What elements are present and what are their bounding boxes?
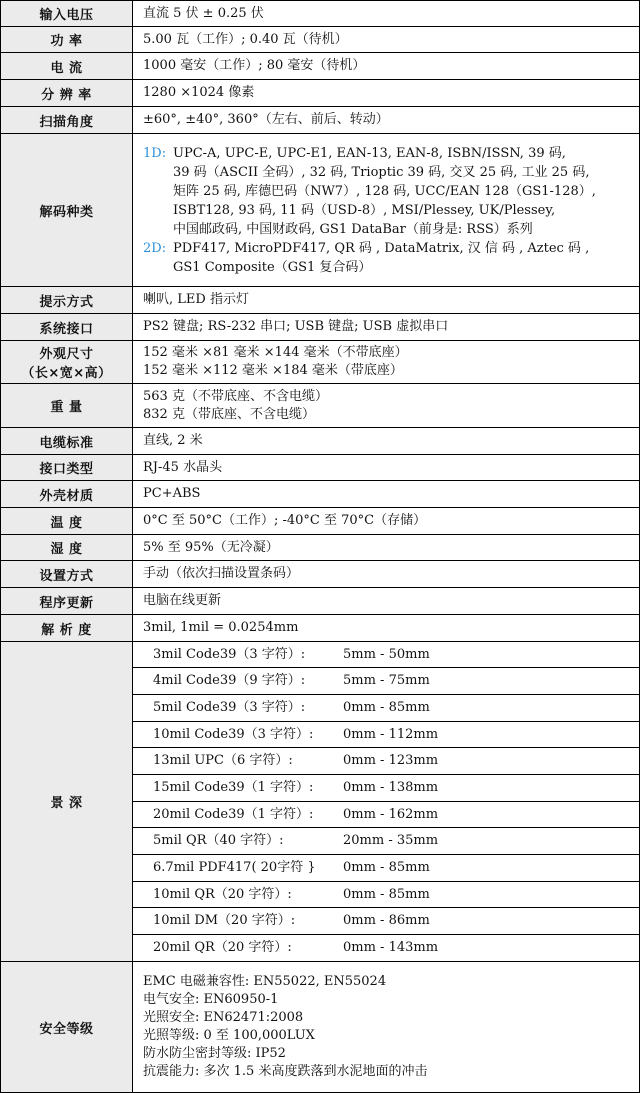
value-line: 1280 ×1024 像素 [143,85,255,100]
spec-row-weight [1,384,640,428]
dof-code: 6.7mil PDF417( 20字符 } [153,860,316,875]
row-label: 解码种类 [1,134,133,287]
value-line: RJ-45 水晶头 [143,459,223,475]
row-value [133,428,640,455]
dof-code: 20mil QR（20 字符）: [153,940,292,955]
row-value [133,1,640,27]
spec-row-cable [1,428,640,455]
dof-value [133,855,640,882]
spec-row-current [1,53,640,80]
dof-range: 0mm - 162mm [343,806,439,822]
dof-code: 20mil Code39（1 字符）: [153,806,314,822]
spec-row-humidity [1,535,640,561]
row-value [133,455,640,481]
row-value [133,287,640,314]
dof-range: 0mm - 143mm [343,940,439,955]
row-label: 外壳材质 [1,481,133,508]
value-line: 0°C 至 50°C（工作）; -40°C 至 70°C（存储） [143,513,427,528]
row-value [133,53,640,80]
dof-range: 20mm - 35mm [343,833,439,848]
row-label: 温 度 [1,508,133,535]
spec-row-safety [1,962,640,1093]
decode-line: 矩阵 25 码, 库德巴码（NW7）, 128 码, UCC/EAN 128（GS1-128）, [173,184,596,199]
row-label: 提示方式 [1,287,133,314]
spec-table-body [1,1,640,1093]
decode-2d [143,239,633,277]
dof-range: 5mm - 75mm [343,673,430,688]
label-line: 外观尺寸 [39,347,94,362]
spec-row-connector [1,455,640,481]
decode-line: 39 码（ASCII 全码）, 32 码, Trioptic 39 码, 交叉 25 码, 工业 25 码, [173,165,590,180]
row-label: 接口类型 [1,455,133,481]
safety-line: EMC 电磁兼容性: EN55022, EN55024 [143,974,387,989]
value-line: 1000 毫安（工作）; 80 毫安（待机） [143,58,366,73]
decode-line: UPC-A, UPC-E, UPC-E1, EAN-13, EAN-8, ISBN/ISSN, 39 码, [173,146,566,161]
spec-row-indicator [1,287,640,314]
dof-range: 0mm - 86mm [343,913,430,928]
row-value [133,561,640,588]
decode-line: ISBT128, 93 码, 11 码（USD-8）, MSI/Plessey, UK/Plessey, [173,203,556,218]
value-line: 563 克（不带底座、不含电缆） [143,388,328,404]
decode-line: GS1 Composite（GS1 复合码） [173,260,372,275]
dof-code: 10mil DM（20 字符）: [153,913,296,928]
row-label: 功 率 [1,27,133,53]
dof-value [133,642,640,668]
decode-value [133,134,640,287]
value-line: 3mil, 1mil = 0.0254mm [143,620,299,635]
spec-row-power [1,27,640,53]
label-line: （长×宽×高） [21,366,112,381]
dof-row [1,642,640,668]
dof-value [133,748,640,775]
dof-code: 15mil Code39（1 字符）: [153,780,314,795]
dof-code: 10mil QR（20 字符）: [153,886,292,902]
value-line: 电脑在线更新 [143,593,222,608]
value-line: 直线, 2 米 [143,433,203,448]
row-value [133,80,640,107]
spec-row-scan-angle [1,107,640,134]
safety-value [133,962,640,1093]
safety-line: 光照安全: EN62471:2008 [143,1010,304,1025]
dof-range: 0mm - 85mm [343,860,430,875]
row-value [133,508,640,535]
spec-row-setup [1,561,640,588]
row-value [133,535,640,561]
value-line: 5.00 瓦（工作）; 0.40 瓦（待机） [143,31,348,47]
row-value [133,341,640,384]
row-label: 安全等级 [1,962,133,1093]
dof-range: 0mm - 138mm [343,780,439,795]
dof-code: 3mil Code39（3 字符）: [153,646,306,662]
value-line: 152 毫米 ×112 毫米 ×184 毫米（带底座） [143,363,403,378]
row-value [133,314,640,341]
dof-code: 13mil UPC（6 字符）: [153,753,293,768]
dof-value [133,722,640,748]
value-line: 832 克（带底座、不含电缆） [143,406,315,422]
decode-2d-text [173,239,633,277]
row-label: 输入电压 [1,1,133,27]
row-label: 设置方式 [1,561,133,588]
row-label: 系统接口 [1,314,133,341]
row-value [133,384,640,428]
decode-line: PDF417, MicroPDF417, QR 码 , DataMatrix, 汉 信 码 , Aztec 码 , [173,241,590,256]
decode-line: 中国邮政码, 中国财政码, GS1 DataBar（前身是: RSS）系列 [173,222,533,237]
safety-line: 抗震能力: 多次 1.5 米高度跌落到水泥地面的冲击 [143,1064,428,1079]
row-label: 分 辨 率 [1,80,133,107]
safety-line: 光照等级: 0 至 100,000LUX [143,1028,315,1043]
dof-range: 5mm - 50mm [343,646,430,662]
spec-row-temperature [1,508,640,535]
row-value [133,27,640,53]
dof-range: 0mm - 85mm [343,700,430,715]
dof-code: 5mil QR（40 字符）: [153,833,284,848]
dof-value [133,802,640,828]
row-label: 电缆标准 [1,428,133,455]
dof-range: 0mm - 112mm [343,726,439,742]
safety-line: 电气安全: EN60950-1 [143,992,279,1007]
spec-row-input-voltage [1,1,640,27]
value-line: 手动（依次扫描设置条码） [143,566,300,581]
spec-row-decode-types [1,134,640,287]
decode-2d-prefix: 2D: [143,241,167,256]
row-value [133,107,640,134]
value-line: ±60°, ±40°, 360°（左右、前后、转动） [143,112,389,127]
dof-code: 5mil Code39（3 字符）: [153,700,306,715]
value-line: PS2 键盘; RS-232 串口; USB 键盘; USB 虚拟串口 [143,319,449,334]
dof-label: 景 深 [1,642,133,962]
row-label: 扫描角度 [1,107,133,134]
dof-value [133,908,640,935]
row-label: 解 析 度 [1,615,133,642]
value-line: 152 毫米 ×81 毫米 ×144 毫米（不带底座） [143,345,408,360]
row-label: 电 流 [1,53,133,80]
row-label: 重 量 [1,384,133,428]
dof-value [133,828,640,855]
dof-value [133,695,640,722]
row-value [133,588,640,615]
value-line: PC+ABS [143,486,201,501]
dof-code: 4mil Code39（9 字符）: [153,673,306,688]
value-line: 喇叭, LED 指示灯 [143,292,249,307]
spec-row-firmware [1,588,640,615]
safety-line: 防水防尘密封等级: IP52 [143,1046,286,1061]
decode-block [143,139,639,281]
dof-value [133,668,640,695]
spec-row-housing [1,481,640,508]
decode-1d-text [173,144,633,239]
dof-range: 0mm - 85mm [343,886,430,902]
dof-value [133,775,640,802]
row-label [1,341,133,384]
dof-range: 0mm - 123mm [343,753,439,768]
spec-row-resolution [1,80,640,107]
dof-code: 10mil Code39（3 字符）: [153,726,314,742]
row-label: 湿 度 [1,535,133,561]
spec-row-dimensions [1,341,640,384]
row-value [133,615,640,642]
spec-row-precision [1,615,640,642]
row-label: 程序更新 [1,588,133,615]
value-line: 5% 至 95%（无冷凝） [143,539,279,555]
dof-value [133,882,640,908]
spec-row-interface [1,314,640,341]
decode-1d-prefix: 1D: [143,146,167,161]
dof-value [133,935,640,962]
row-value [133,481,640,508]
value-line: 直流 5 伏 ± 0.25 伏 [143,5,264,21]
decode-1d [143,144,633,239]
